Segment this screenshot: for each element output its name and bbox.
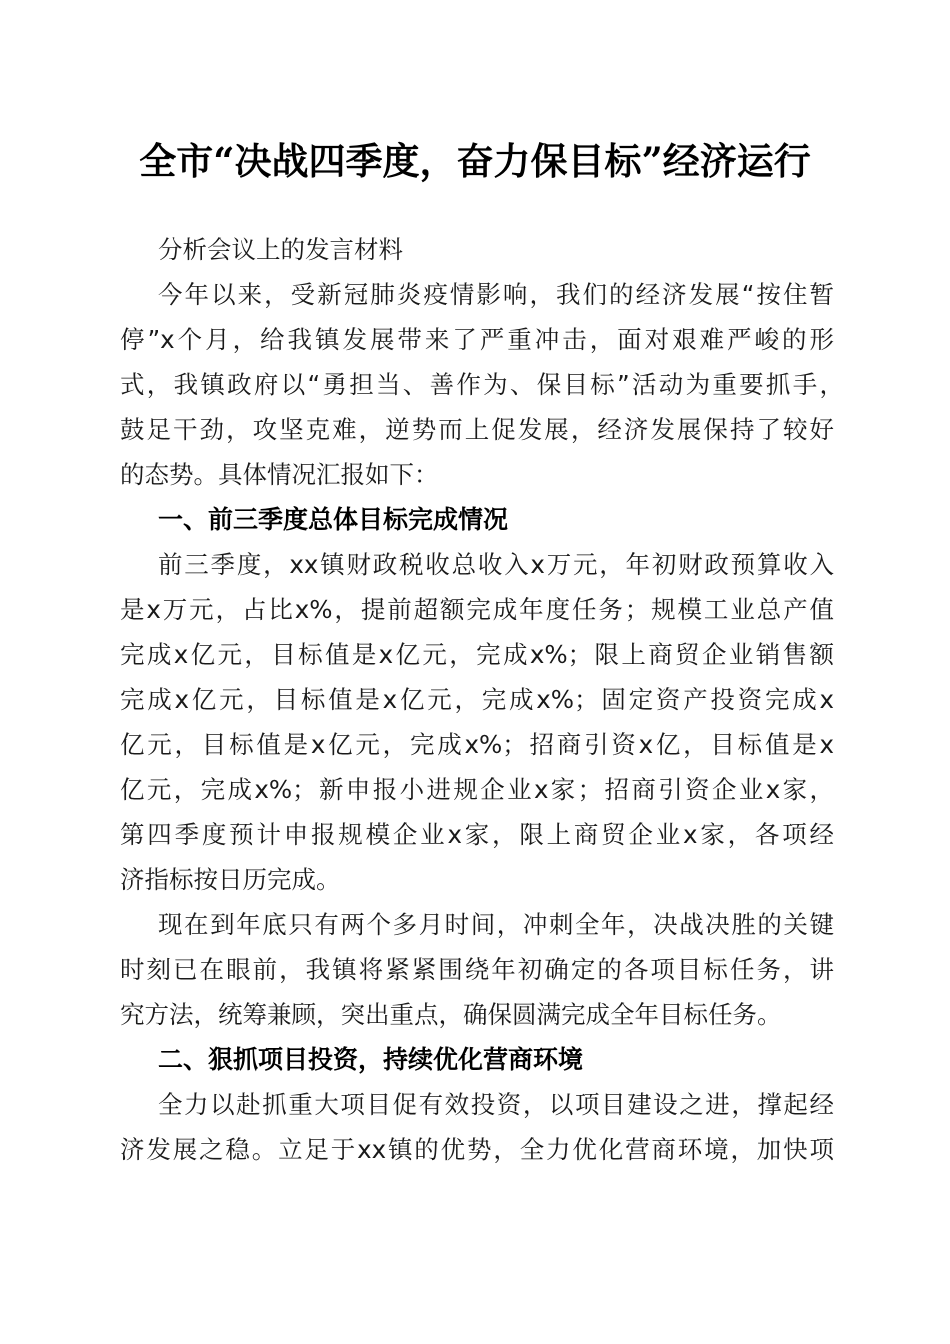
section-heading: 一、前三季度总体目标完成情况 [158, 505, 509, 534]
paragraph-line: 停”x个月，给我镇发展带来了严重冲击，面对艰难严峻的形 [120, 325, 834, 354]
paragraph-line: 式，我镇政府以“勇担当、善作为、保目标”活动为重要抓手， [120, 370, 844, 399]
paragraph-line: 济发展之稳。立足于xx镇的优势，全力优化营商环境，加快项 [120, 1135, 834, 1164]
paragraph-line: 今年以来，受新冠肺炎疫情影响，我们的经济发展“按住暂 [158, 280, 834, 309]
paragraph-line: 是x万元，占比x%，提前超额完成年度任务；规模工业总产值 [120, 595, 834, 624]
paragraph-line: 第四季度预计申报规模企业x家，限上商贸企业x家，各项经 [120, 820, 834, 849]
document-subtitle: 分析会议上的发言材料 [158, 235, 403, 264]
paragraph-line: 鼓足干劲，攻坚克难，逆势而上促发展，经济发展保持了较好 [120, 415, 834, 444]
paragraph-line: 亿元，目标值是x亿元，完成x%；招商引资x亿，目标值是x [120, 730, 834, 759]
paragraph-line: 完成x亿元，目标值是x亿元，完成x%；固定资产投资完成x [120, 685, 834, 714]
paragraph-line: 现在到年底只有两个多月时间，冲刺全年，决战决胜的关键 [158, 910, 834, 939]
paragraph-line: 亿元，完成x%；新申报小进规企业x家；招商引资企业x家， [120, 775, 834, 804]
paragraph-line: 的态势。具体情况汇报如下： [120, 460, 439, 489]
paragraph-line: 济指标按日历完成。 [120, 865, 341, 894]
section-heading: 二、狠抓项目投资，持续优化营商环境 [158, 1045, 584, 1074]
document-title: 全市“决战四季度，奋力保目标”经济运行 [139, 139, 811, 183]
paragraph-line: 究方法，统筹兼顾，突出重点，确保圆满完成全年目标任务。 [120, 1000, 782, 1029]
paragraph-line: 时刻已在眼前，我镇将紧紧围绕年初确定的各项目标任务，讲 [120, 955, 834, 984]
paragraph-line: 前三季度，xx镇财政税收总收入x万元，年初财政预算收入 [158, 550, 834, 579]
paragraph-line: 全力以赴抓重大项目促有效投资，以项目建设之进，撑起经 [158, 1090, 834, 1119]
paragraph-line: 完成x亿元，目标值是x亿元，完成x%；限上商贸企业销售额 [120, 640, 834, 669]
